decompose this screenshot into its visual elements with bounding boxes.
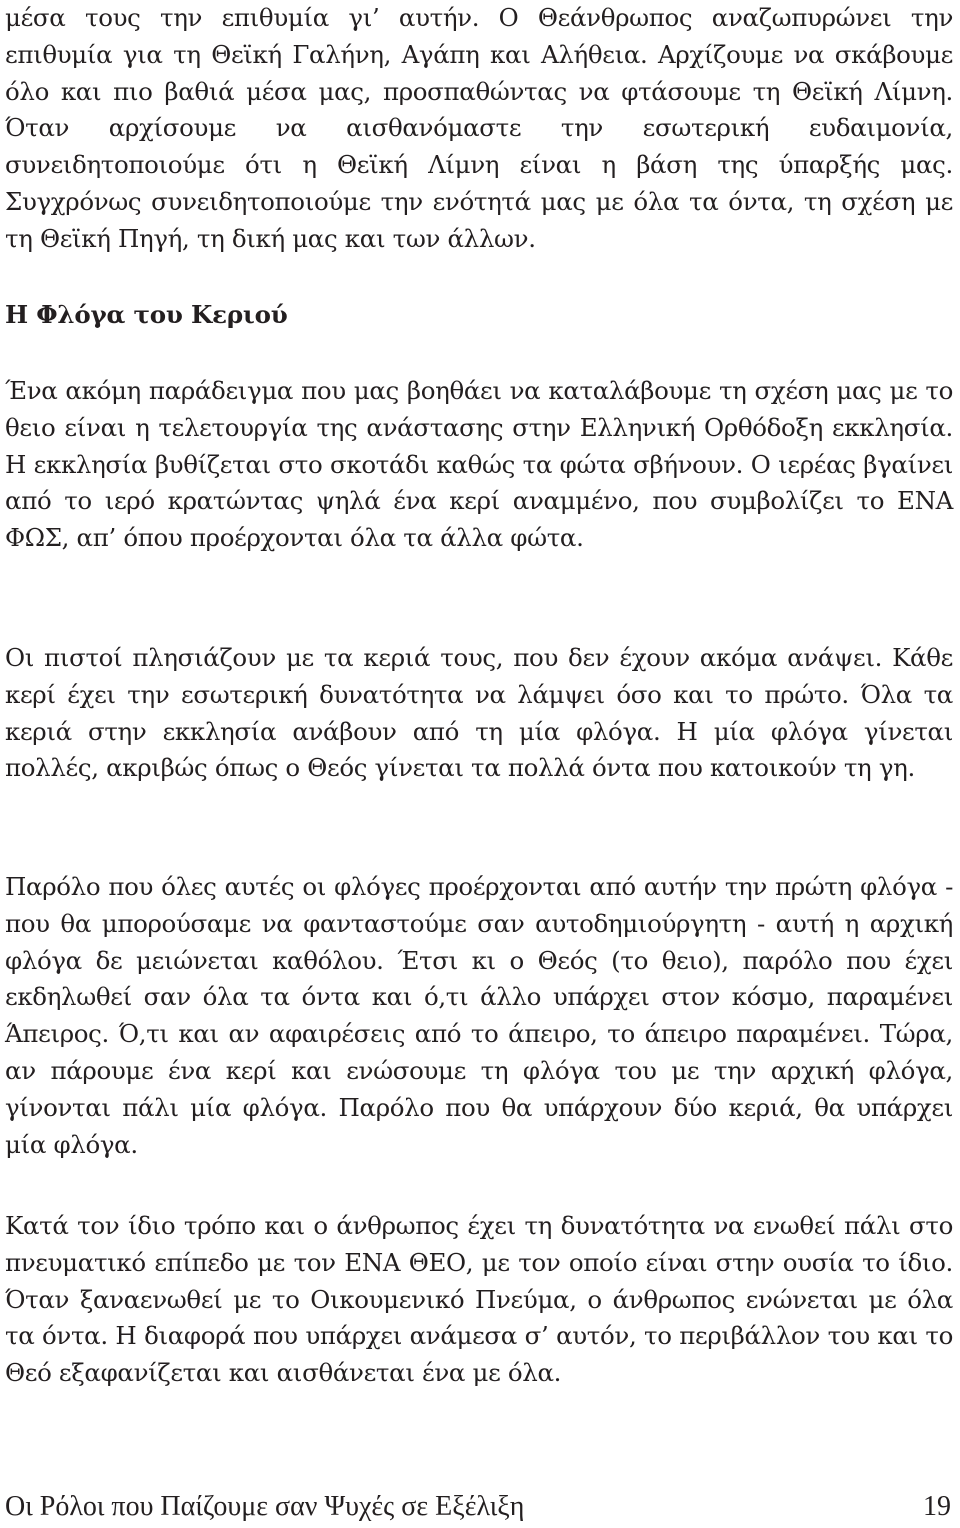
- paragraph-union: Κατά τον ίδιο τρόπο και ο άνθρωπος έχει τη δυνατότητα να ενωθεί πάλι στο πνευματικό επίπεδο με τον ΕΝΑ ΘΕΟ, με τον οποίο είναι στην ουσία το ίδιο. Όταν ξαναενωθεί με το Οικουμενικό Πνεύμα, ο άνθρωπος ενώνεται με όλα τα όντα. Η διαφορά που υπάρχει ανάμεσα σ’ αυτόν, το περιβάλλον του και το Θεό εξαφανίζεται και αισθάνεται ένα με όλα.: [5, 1211, 953, 1388]
- paragraph-continuation: μέσα τους την επιθυμία γι’ αυτήν. Ο Θεάνθρωπος αναζωπυρώνει την επιθυμία για τη Θεϊκή Γαλήνη, Αγάπη και Αλήθεια. Αρχίζουμε να σκάβουμε όλο και πιο βαθιά μέσα μας, προσπαθώντας να φτάσουμε τη Θεϊκή Λίμνη. Όταν αρχίσουμε να αισθανόμαστε την εσωτερική ευδαιμονία, συνειδητοποιούμε ότι η Θεϊκή Λίμνη είναι η βάση της ύπαρξής μας. Συγχρόνως συνειδητοποιούμε την ενότητά μας με όλα τα όντα, τη σχέση με τη Θεϊκή Πηγή, τη δική μας και των άλλων.: [5, 3, 953, 253]
- paragraph-original-flame: Παρόλο που όλες αυτές οι φλόγες προέρχονται από αυτήν την πρώτη φλόγα - που θα μπορούσαμε να φανταστούμε σαν αυτοδημιούργητη - αυτή η αρχική φλόγα δε μειώνεται καθόλου. Έτσι κι ο Θεός (το θειο), παρόλο που έχει εκδηλωθεί σαν όλα τα όντα και ό,τι άλλο υπάρχει στον κόσμο, παραμένει Άπειρος. Ό,τι και αν αφαιρέσεις από το άπειρο, το άπειρο παραμένει. Τώρα, αν πάρουμε ένα κερί και ενώσουμε τη φλόγα του με την αρχική φλόγα, γίνονται πάλι μία φλόγα. Παρόλο που θα υπάρχουν δύο κεριά, θα υπάρχει μία φλόγα.: [5, 872, 953, 1159]
- section-heading: Η Φλόγα του Κεριού: [5, 300, 288, 329]
- paragraph-candles: Οι πιστοί πλησιάζουν με τα κεριά τους, που δεν έχουν ακόμα ανάψει. Κάθε κερί έχει την εσωτερική δυνατότητα να λάμψει όσο και το πρώτο. Όλα τα κεριά στην εκκλησία ανάβουν από τη μία φλόγα. Η μία φλόγα γίνεται πολλές, ακριβώς όπως ο Θεός γίνεται τα πολλά όντα που κατοικούν τη γη.: [5, 643, 953, 783]
- footer-page-number: 19: [923, 1491, 951, 1522]
- footer-book-title: Οι Ρόλοι που Παίζουμε σαν Ψυχές σε Εξέλιξη: [5, 1491, 525, 1522]
- paragraph-resurrection-ritual: Ένα ακόμη παράδειγμα που μας βοηθάει να καταλάβουμε τη σχέση μας με το θειο είναι η τελετουργία της ανάστασης στην Ελληνική Ορθόδοξη εκκλησία. Η εκκλησία βυθίζεται στο σκοτάδι καθώς τα φώτα σβήνουν. Ο ιερέας βγαίνει από το ιερό κρατώντας ψηλά ένα κερί αναμμένο, που συμβολίζει το ΕΝΑ ΦΩΣ, απ’ όπου προέρχονται όλα τα άλλα φώτα.: [5, 376, 953, 553]
